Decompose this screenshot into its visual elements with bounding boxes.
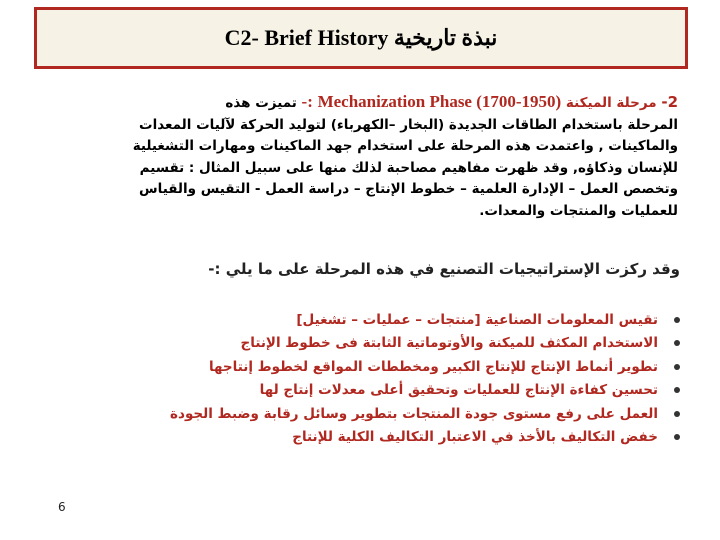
list-item-text: تطوير أنماط الإنتاج للإنتاج الكبير ومخططات المواقع لخطوط إنتاجها	[208, 358, 658, 375]
section-body-line: والماكينات , واعتمدت هذه المرحلة على استخدام جهد الماكينات ومهارات التشغيلية	[132, 138, 678, 154]
list-item-text: الاستخدام المكثف للميكنة والأوتوماتية الثابتة فى خطوط الإنتاج	[240, 335, 658, 352]
strategies-list	[90, 308, 680, 449]
list-item	[90, 426, 680, 450]
section-number: 2-	[661, 93, 678, 111]
section-title-english: Mechanization Phase (1700-1950)	[317, 92, 562, 111]
section-body-line: للعمليات والمنتجات والمعدات.	[479, 202, 678, 219]
title-box	[34, 7, 688, 69]
section-heading-line	[64, 91, 678, 115]
section-body-line: للإنسان وذكاؤه, وقد ظهرت مفاهيم مصاحبة لذلك منها على سبيل المثال : تقسيم	[139, 159, 678, 176]
list-item	[90, 308, 680, 332]
section-mechanization	[64, 91, 678, 222]
bullet-icon	[674, 317, 680, 323]
section-body-line: وتخصص العمل – الإدارة العلمية – خطوط الإنتاج – دراسة العمل - التقيس والقياس	[139, 181, 678, 197]
section-title-arabic: مرحلة الميكنة	[565, 95, 657, 111]
bullet-icon	[674, 411, 680, 417]
bullet-icon	[674, 364, 680, 370]
list-item-text: تقيس المعلومات الصناعية [منتجات – عمليات – تشغيل]	[296, 311, 658, 328]
bullet-icon	[674, 434, 680, 440]
slide-title: C2- Brief History نبذة تاريخية	[224, 25, 498, 50]
list-item-text: العمل على رفع مستوى جودة المنتجات بتطوير وسائل رقابة وضبط الجودة	[170, 405, 658, 422]
list-item-text: خفض التكاليف بالأخذ في الاعتبار التكاليف الكلية للإنتاج	[292, 429, 658, 446]
strategies-intro: وقد ركزت الإستراتيجيات التصنيع في هذه المرحلة على ما يلي :-	[208, 260, 680, 278]
bullet-icon	[674, 340, 680, 346]
list-item	[90, 402, 680, 426]
bullet-icon	[674, 387, 680, 393]
page-number: 6	[58, 500, 66, 514]
section-body-line: المرحلة باستخدام الطاقات الجديدة (البخار –الكهرباء) لتوليد الحركة لآليات المعدات	[139, 116, 678, 133]
section-separator: -:	[301, 92, 313, 111]
list-item	[90, 332, 680, 356]
list-item-text: تحسين كفاءة الإنتاج للعمليات وتحقيق أعلى معدلات إنتاج لها	[259, 382, 658, 399]
section-lead-text: تميزت هذه	[225, 95, 297, 111]
list-item	[90, 355, 680, 379]
list-item	[90, 379, 680, 403]
